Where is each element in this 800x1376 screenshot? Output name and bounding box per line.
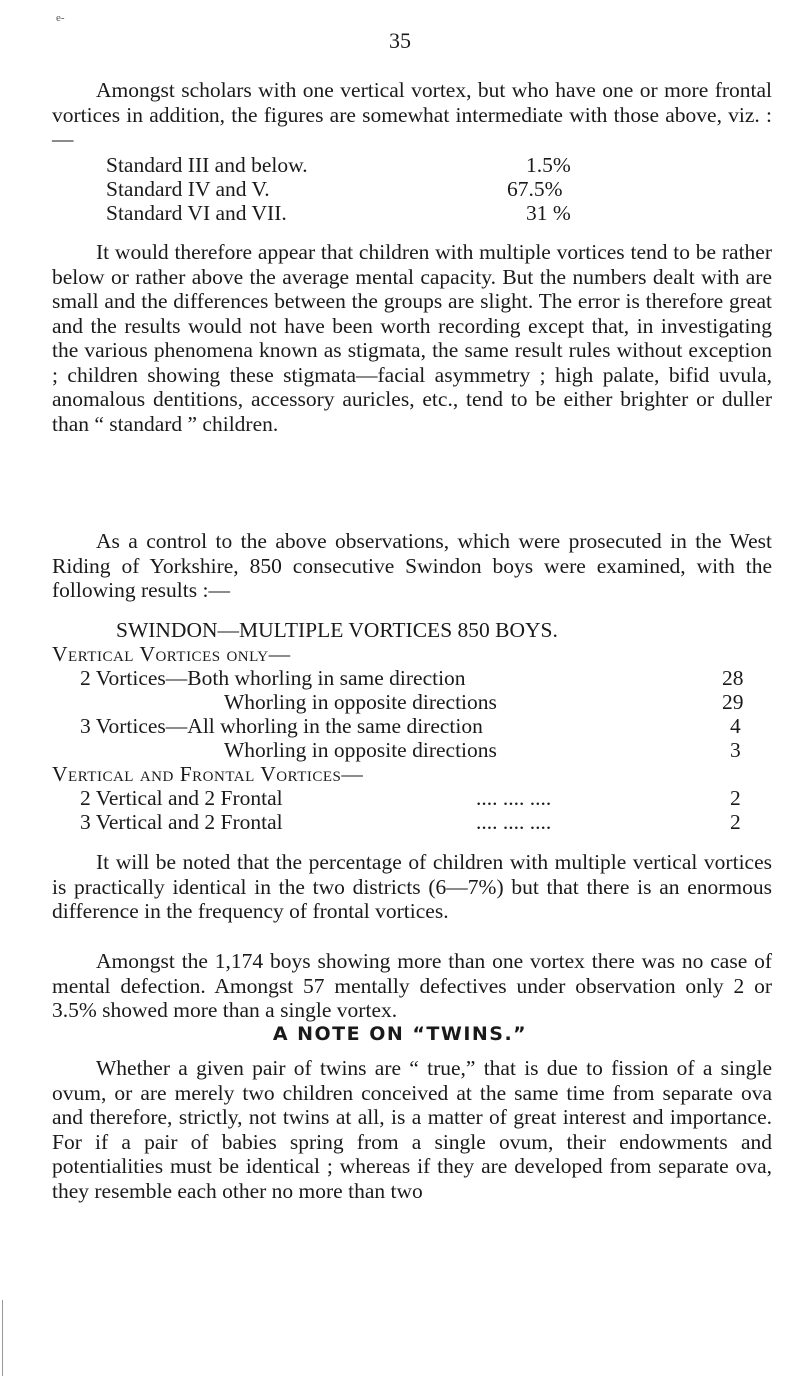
- table-title: SWINDON—MULTIPLE VORTICES 850 BOYS.: [116, 618, 558, 642]
- standard-label: Standard III and below.: [106, 153, 308, 177]
- table-row-label: 2 Vortices—Both whorling in same direction: [80, 666, 466, 690]
- paragraph-twins: Whether a given pair of twins are “ true,” that is due to fission of a single ovum, or are merely two children conceived at the same time from separate ova and therefore, strictly, not twins at all, is a matter of great interest and importance. For if a pair of babies spring from a single ovum, their endowments and potentialities must be identical ; whereas if they are developed from separate ova, they resemble each other no more than two: [52, 1056, 772, 1203]
- paragraph-control: As a control to the above observations, which were prosecuted in the West Riding of Yorkshire, 850 consecutive Swindon boys were examined, with the following results :—: [52, 529, 772, 602]
- table-row-value: 28: [722, 666, 744, 690]
- margin-rule: [2, 1300, 3, 1376]
- paragraph-percentage: It will be noted that the percentage of children with multiple vertical vortices is practically identical in the two districts (6—7%) but that there is an enormous difference in the frequency of frontal vortices.: [52, 850, 772, 923]
- table-section-heading: Vertical and Frontal Vortices—: [52, 762, 364, 786]
- table-row-label: Whorling in opposite directions: [224, 738, 497, 762]
- table-row-value: 2: [730, 810, 741, 834]
- table-row-label: 3 Vortices—All whorling in the same direction: [80, 714, 483, 738]
- paragraph-conclusion: It would therefore appear that children with multiple vortices tend to be rather below or rather above the average mental capacity. But the numbers dealt with are small and the differences between the groups are slight. The error is therefore great and the results would not have been worth recording except that, in investigating the various phenomena known as stigmata, the same result rules without exception ; children showing these stigmata—facial asymmetry ; high palate, bifid uvula, anomalous dentitions, accessory auricles, etc., tend to be either brighter or duller than “ standard ” children.: [52, 240, 772, 436]
- standard-value: 67.5%: [507, 177, 563, 201]
- page-number: 35: [389, 28, 411, 53]
- table-row-leader: .... .... ....: [476, 810, 552, 834]
- standard-value: 31 %: [526, 201, 571, 225]
- table-row-leader: .... .... ....: [476, 786, 552, 810]
- table-row-label: Whorling in opposite directions: [224, 690, 497, 714]
- table-row-value: 29: [722, 690, 744, 714]
- standard-label: Standard VI and VII.: [106, 201, 287, 225]
- corner-mark: e-: [56, 12, 65, 24]
- table-row-label: 3 Vertical and 2 Frontal: [80, 810, 283, 834]
- section-heading: A NOTE ON “TWINS.”: [272, 1023, 528, 1045]
- standard-label: Standard IV and V.: [106, 177, 270, 201]
- table-row-value: 3: [730, 738, 741, 762]
- table-row-value: 2: [730, 786, 741, 810]
- table-section-heading: Vertical Vortices only—: [52, 642, 291, 666]
- standard-value: 1.5%: [526, 153, 571, 177]
- paragraph-mental-defection: Amongst the 1,174 boys showing more than one vortex there was no case of mental defection. Amongst 57 mentally defectives under observation only 2 or 3.5% showed more than a single vortex.: [52, 949, 772, 1022]
- table-row-value: 4: [730, 714, 741, 738]
- intro-paragraph: Amongst scholars with one vertical vortex, but who have one or more frontal vortices in addition, the figures are somewhat intermediate with those above, viz. :—: [52, 78, 772, 151]
- table-row-label: 2 Vertical and 2 Frontal: [80, 786, 283, 810]
